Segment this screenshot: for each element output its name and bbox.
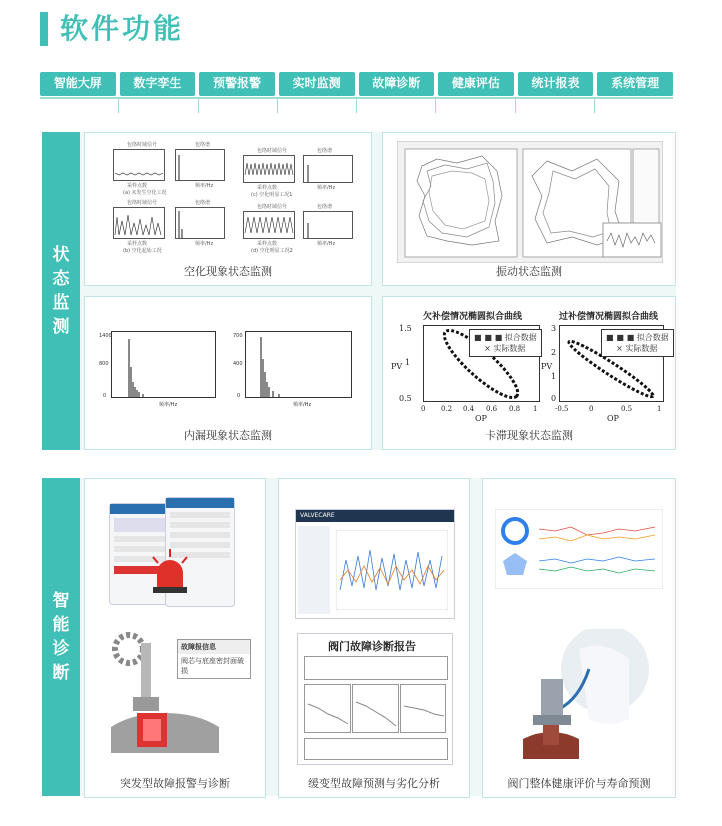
svg-text:-0.5: -0.5 (555, 405, 569, 413)
caption-sticking: 卡滞现象状态监测 (485, 429, 573, 442)
doctor-stethoscope-valve-image (519, 629, 649, 769)
svg-text:400: 400 (233, 361, 243, 367)
svg-text:频率/Hz: 频率/Hz (293, 402, 312, 407)
svg-text:0.6: 0.6 (486, 405, 498, 413)
chart1-title: 欠补偿情况椭圆拟合曲线 (423, 312, 523, 322)
svg-text:700: 700 (233, 333, 243, 339)
svg-text:0.5: 0.5 (621, 405, 633, 413)
panel-internal-leakage (84, 296, 372, 450)
caption-gradual-fault: 缓变型故障预测与劣化分析 (308, 777, 440, 790)
chart2-legend: ■ ■ ■ 拟合数据 × 实际数据 (601, 329, 674, 357)
tab-warning-alarm[interactable]: 预警报警 (199, 72, 275, 96)
report-title: 阀门故障诊断报告 (328, 640, 416, 653)
svg-text:0.2: 0.2 (441, 405, 453, 413)
fault-info-title: 故障报信息 (178, 640, 250, 654)
panel-health-life (482, 478, 676, 798)
svg-text:OP: OP (607, 414, 619, 423)
diagnosis-report-mockup (297, 633, 453, 765)
caption-vibration: 振动状态监测 (496, 265, 562, 278)
tab-smart-screen[interactable]: 智能大屏 (40, 72, 116, 96)
svg-text:PV: PV (541, 362, 553, 371)
caption-health-life: 阀门整体健康评价与寿命预测 (507, 777, 651, 790)
chart1-legend: ■ ■ ■ 拟合数据 × 实际数据 (469, 329, 542, 357)
svg-text:1: 1 (405, 358, 411, 367)
svg-text:PV: PV (391, 362, 403, 371)
svg-text:1: 1 (657, 405, 662, 413)
svg-text:1: 1 (533, 405, 538, 413)
leakage-spectrum-2 (233, 327, 355, 407)
vibration-orbit-plot (397, 141, 663, 263)
svg-text:0: 0 (589, 405, 594, 413)
panel-vibration (382, 132, 676, 286)
health-dashboard-mockup (495, 509, 663, 589)
tab-fault-diagnosis[interactable]: 故障诊断 (359, 72, 435, 96)
svg-text:0: 0 (237, 393, 241, 399)
chart2-title: 过补偿情况椭圆拟合曲线 (559, 312, 659, 322)
svg-text:1: 1 (551, 372, 557, 381)
svg-text:OP: OP (475, 414, 487, 423)
feature-tabs (40, 72, 673, 96)
fault-info-text: 阀芯与底座密封面破损 (181, 657, 244, 675)
caption-cavitation: 空化现象状态监测 (184, 265, 272, 278)
tab-realtime-monitor[interactable]: 实时监测 (279, 72, 355, 96)
title-accent-bar (40, 12, 48, 46)
svg-text:800: 800 (99, 361, 109, 367)
cavitation-figure: 包络时域信号 包络谱 采样点数 频率/Hz (a) 未发生空化工况 包络时域信号 包络谱 采样点数 频率/Hz (b) 空化起始工况 包络时域信号 包络谱 采样点数 频率/Hz (c) 空化明显工况1 包络时域信号 包络谱 采样点数 频率/Hz (d) 空化明显工况2 (105, 141, 355, 259)
panel-cavitation (84, 132, 372, 286)
page-title: 软件功能 (60, 12, 185, 45)
svg-text:频率/Hz: 频率/Hz (159, 402, 178, 407)
svg-text:0: 0 (103, 393, 107, 399)
svg-text:2: 2 (551, 348, 557, 357)
section-label-diagnosis: 智 能 诊 断 (42, 478, 80, 796)
fault-info-popup (177, 639, 251, 679)
section-label-status: 状 态 监 测 (42, 132, 80, 450)
svg-text:3: 3 (551, 324, 557, 333)
caption-internal-leakage: 内漏现象状态监测 (184, 429, 272, 442)
tab-digital-twin[interactable]: 数字孪生 (120, 72, 196, 96)
svg-text:0.5: 0.5 (399, 394, 412, 403)
svg-text:0.8: 0.8 (509, 405, 521, 413)
alarm-light-icon (145, 547, 195, 597)
leakage-spectrum-1 (99, 327, 219, 407)
tab-connectors (40, 99, 673, 113)
caption-sudden-fault: 突发型故障报警与诊断 (120, 777, 230, 790)
panel-sudden-fault (84, 478, 266, 798)
tab-health-assessment[interactable]: 健康评估 (438, 72, 514, 96)
tab-system-management[interactable]: 系统管理 (597, 72, 673, 96)
panel-sticking (382, 296, 676, 450)
svg-text:0.4: 0.4 (463, 405, 475, 413)
svg-text:0: 0 (551, 394, 557, 403)
svg-text:0: 0 (421, 405, 426, 413)
panel-gradual-fault (278, 478, 470, 798)
svg-text:1.5: 1.5 (399, 324, 412, 333)
dashboard-brand: VALVECARE (296, 510, 454, 522)
tab-statistics-report[interactable]: 统计报表 (518, 72, 594, 96)
svg-text:1400: 1400 (99, 333, 112, 339)
web-dashboard-mockup (295, 509, 455, 619)
